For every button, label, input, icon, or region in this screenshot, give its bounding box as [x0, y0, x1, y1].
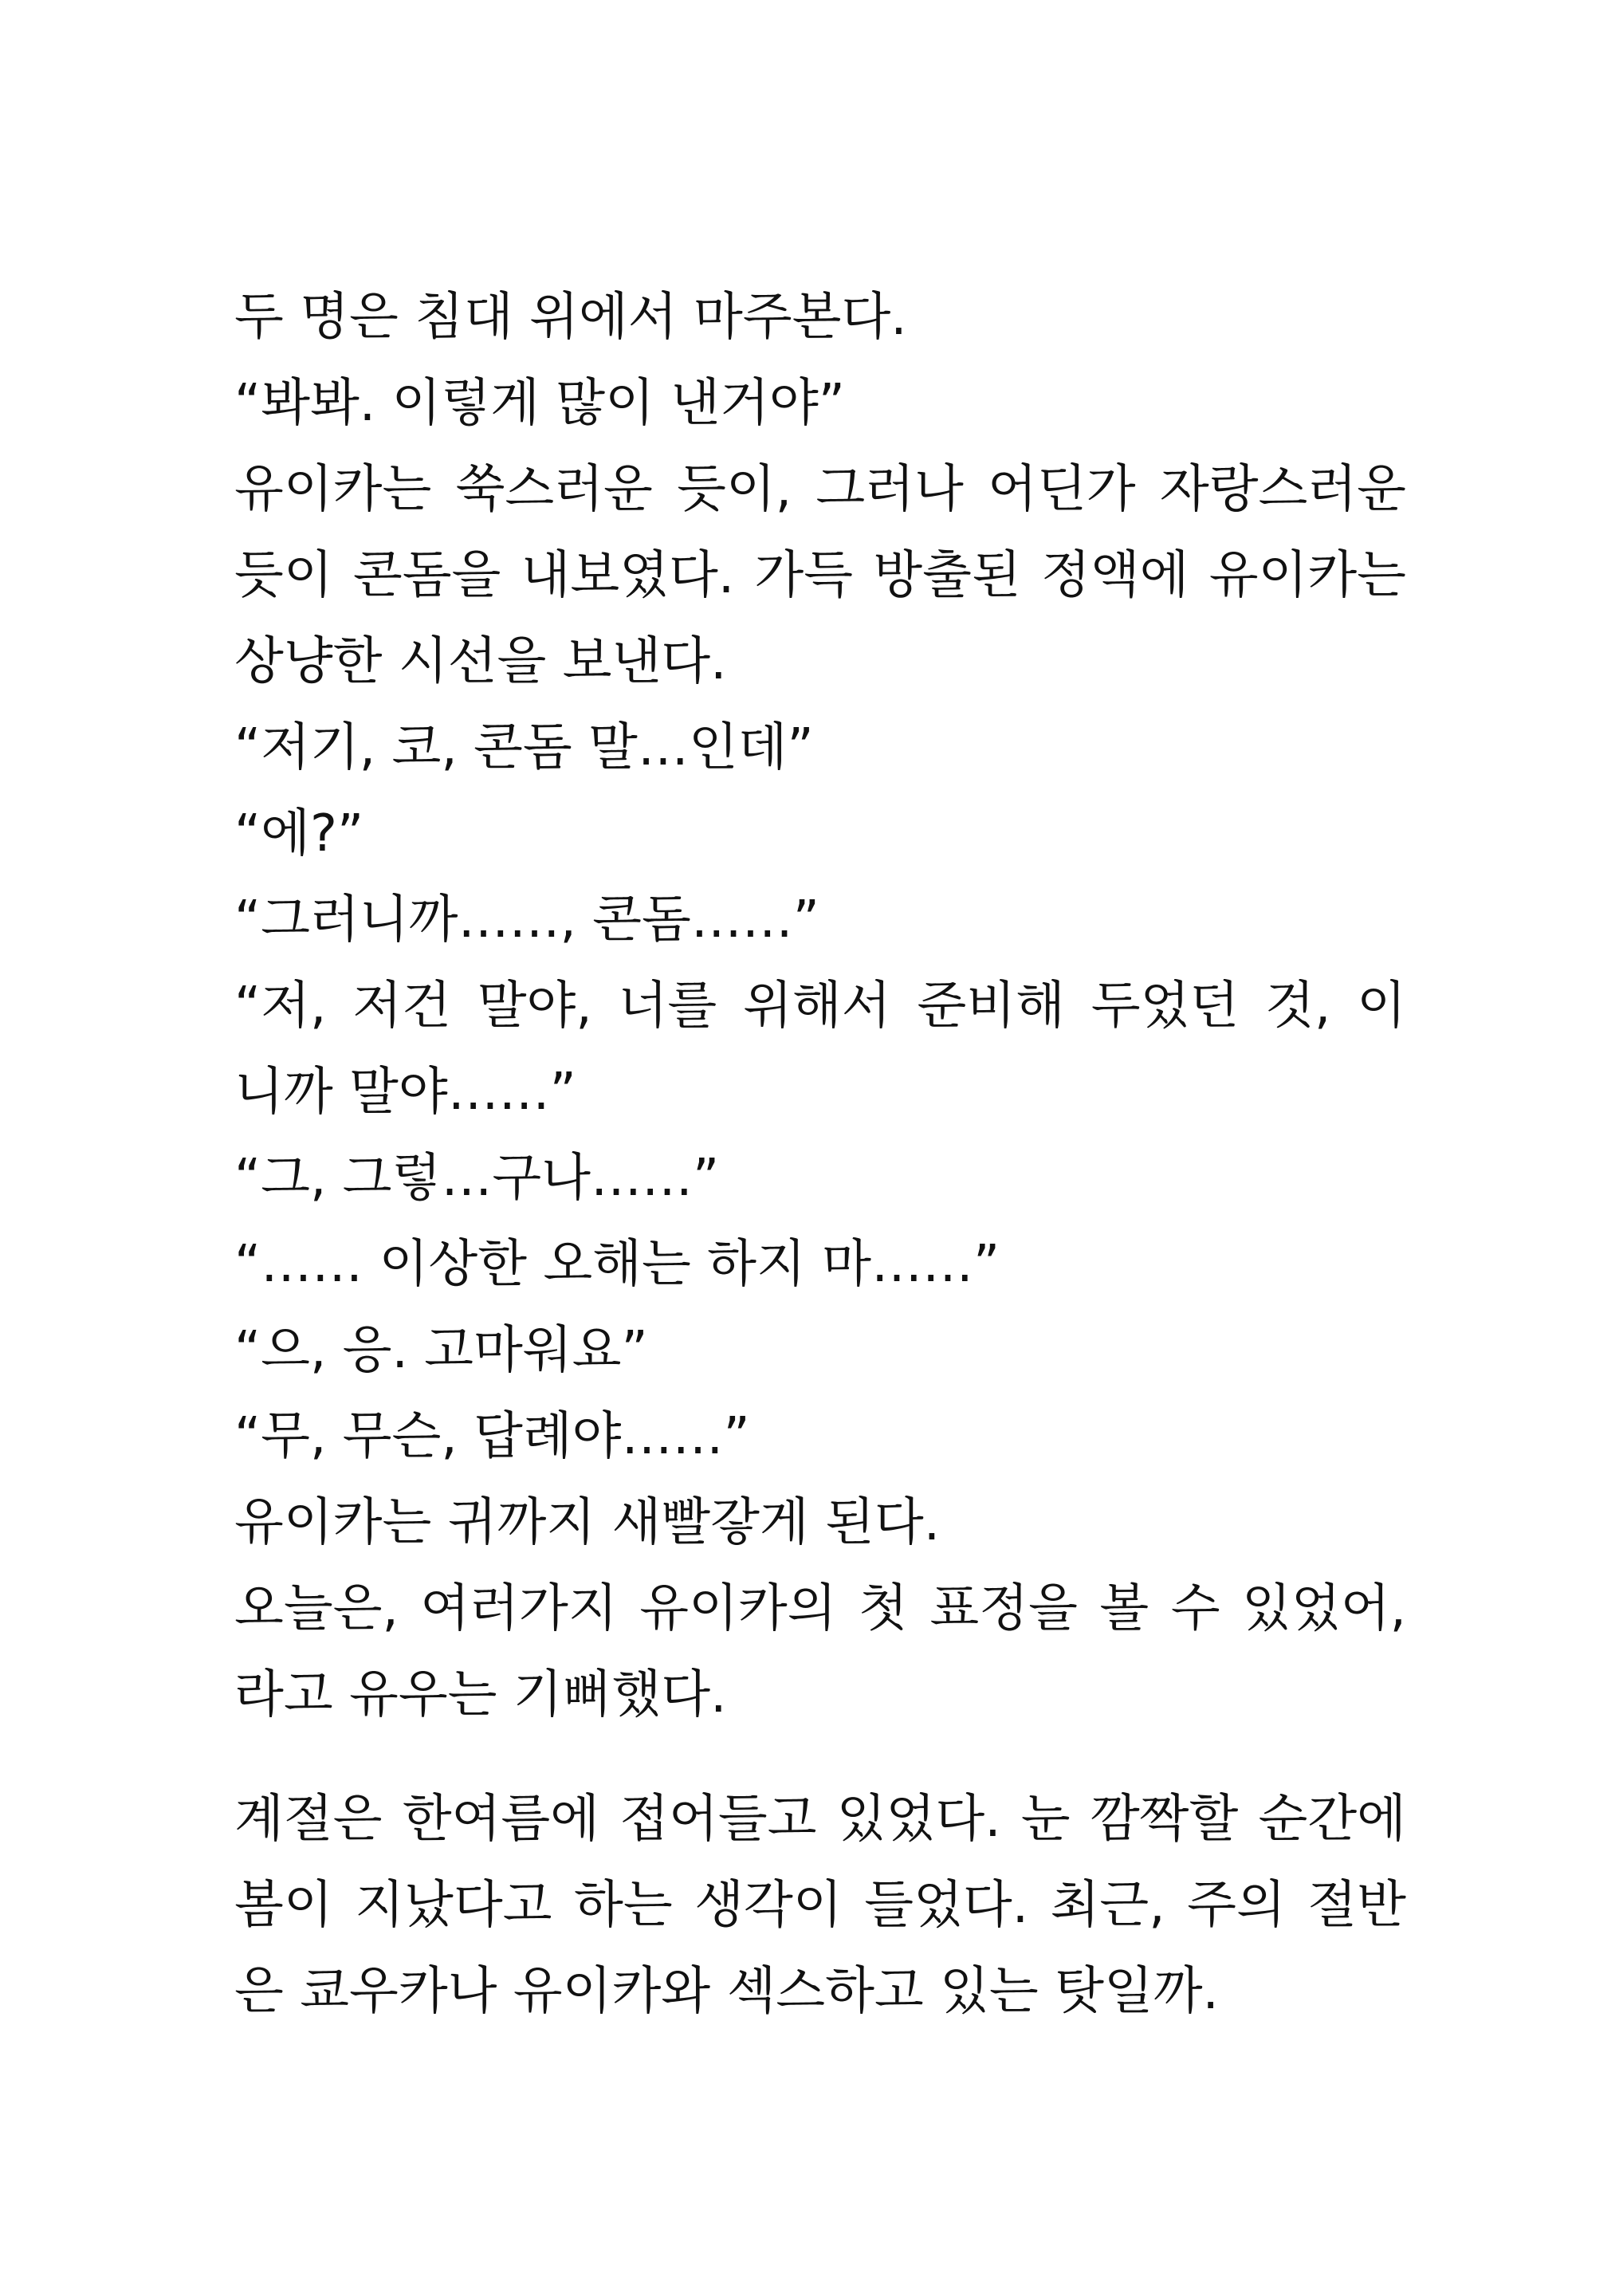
dialogue-line: “…… 이상한 오해는 하지 마……” — [234, 1235, 1000, 1294]
main-paragraph-block — [234, 274, 1406, 1738]
dialogue-line: “봐봐. 이렇게 많이 낸거야” — [234, 374, 845, 433]
text-line: 두 명은 침대 위에서 마주본다. — [234, 288, 907, 347]
text-line: 오늘은, 여러가지 유이카의 첫 표정을 볼 수 있었어, — [234, 1579, 1406, 1638]
text-line: 유이카는 쑥스러운 듯이, 그러나 어딘가 자랑스러운 — [234, 460, 1406, 519]
text-line: 봄이 지났다고 하는 생각이 들었다. 최근, 주의 절반 — [234, 1876, 1406, 1935]
dialogue-line: “저기, 코, 콘돔 말…인데” — [234, 718, 814, 777]
dialogue-line: “으, 응. 고마워요” — [234, 1321, 648, 1380]
text-line: 라고 유우는 기뻐했다. — [234, 1665, 727, 1724]
text-line: 듯이 콘돔을 내보였다. 가득 방출된 정액에 유이카는 — [234, 546, 1406, 605]
text-line: 계절은 한여름에 접어들고 있었다. 눈 깜짝할 순간에 — [234, 1790, 1406, 1849]
dialogue-line: “그, 그렇…구나……” — [234, 1149, 720, 1208]
dialogue-line: “무, 무슨, 답례야……” — [234, 1407, 750, 1466]
text-line: 상냥한 시선을 보낸다. — [234, 632, 727, 691]
dialogue-line: “그러니까……, 콘돔……” — [234, 890, 819, 949]
text-line: 유이카는 귀까지 새빨갛게 된다. — [234, 1493, 941, 1552]
dialogue-line: 니까 말야……” — [234, 1063, 576, 1122]
text-line: 은 쿄우카나 유이카와 섹스하고 있는 탓일까. — [234, 1962, 1219, 2021]
second-paragraph-block — [234, 1776, 1406, 2035]
dialogue-line: “저, 저건 말야, 너를 위해서 준비해 두었던 것, 이 — [234, 977, 1406, 1036]
dialogue-line: “에?” — [234, 804, 364, 863]
